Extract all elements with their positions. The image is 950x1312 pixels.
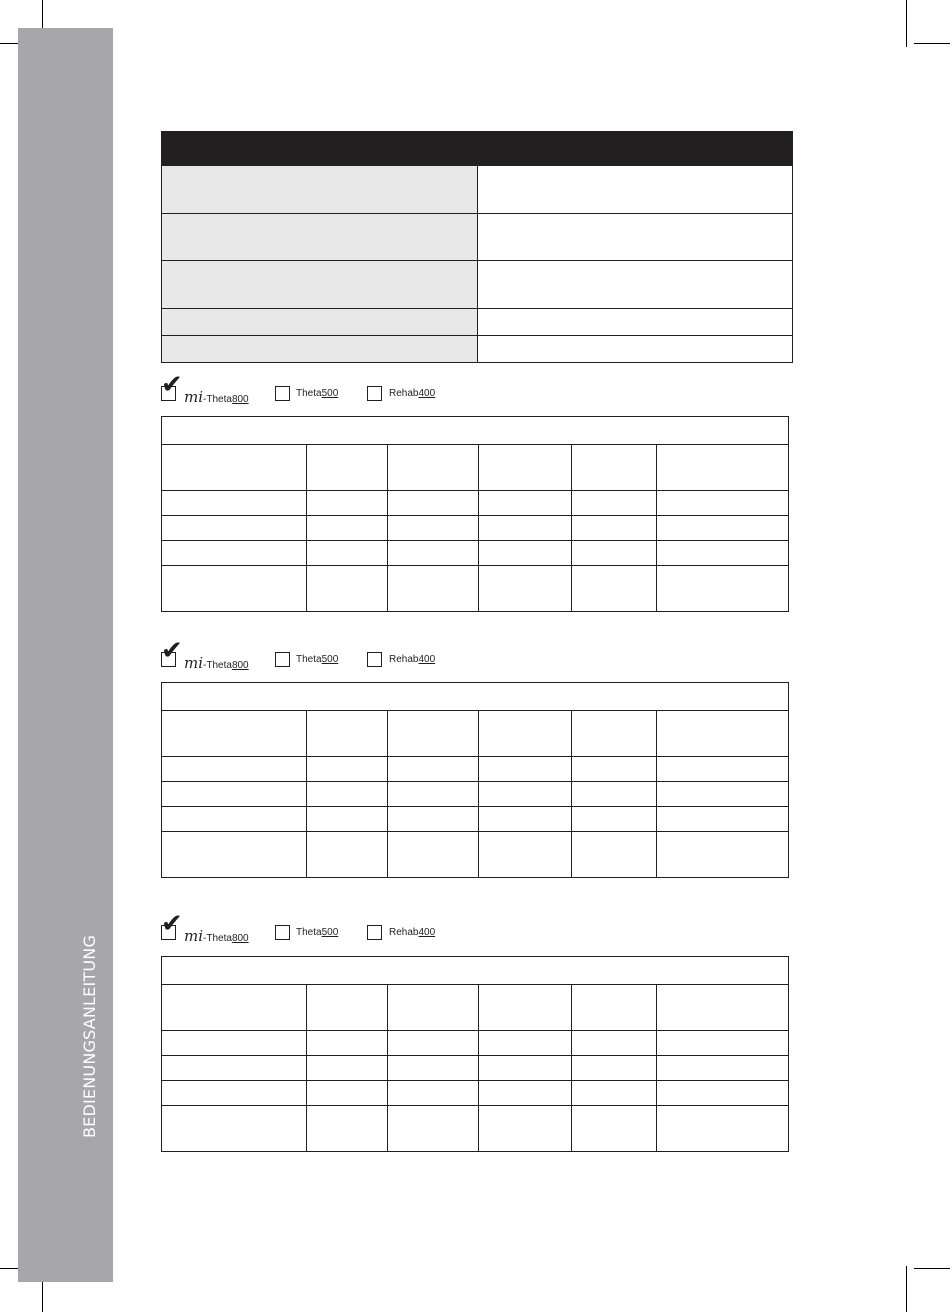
settings-table	[161, 956, 789, 1152]
spec-label-cell	[162, 214, 478, 261]
table-title-cell	[162, 957, 789, 985]
table-cell	[657, 516, 789, 541]
table-cell	[307, 711, 388, 757]
mi-logo: mi	[184, 388, 204, 406]
table-cell	[657, 1031, 789, 1056]
table-cell	[657, 807, 789, 832]
model-checkbox[interactable]	[275, 386, 290, 401]
model-logo	[184, 388, 249, 406]
model-selector-row	[161, 370, 481, 406]
table-cell	[572, 711, 657, 757]
table-cell	[572, 1031, 657, 1056]
spec-table	[161, 131, 793, 363]
table-cell	[572, 1056, 657, 1081]
table-cell	[479, 1031, 572, 1056]
table-cell	[307, 541, 388, 566]
crop-mark	[906, 1266, 907, 1312]
model-selector-row	[161, 909, 481, 945]
table-cell	[388, 807, 479, 832]
table-cell	[162, 1031, 307, 1056]
spec-table-header	[162, 132, 793, 166]
table-cell	[388, 985, 479, 1031]
table-cell	[479, 782, 572, 807]
spec-label-cell	[162, 336, 478, 363]
table-cell	[388, 1056, 479, 1081]
model-selector-row	[161, 636, 481, 672]
table-row	[162, 757, 789, 782]
table-cell	[572, 985, 657, 1031]
model-number: 500	[321, 388, 339, 399]
table-title-row	[162, 957, 789, 985]
table-cell	[307, 566, 388, 612]
table-cell	[572, 1106, 657, 1152]
table-row	[162, 1031, 789, 1056]
table-row	[162, 491, 789, 516]
table-cell	[307, 807, 388, 832]
checkmark-icon: ✔	[161, 370, 183, 400]
spec-value-cell	[477, 261, 793, 309]
table-cell	[479, 1081, 572, 1106]
model-logo	[389, 927, 435, 938]
table-cell	[307, 757, 388, 782]
spec-value-cell	[477, 309, 793, 336]
crop-mark	[906, 0, 907, 47]
model-number: 800	[231, 394, 249, 405]
model-number: 500	[321, 654, 339, 665]
table-cell	[572, 782, 657, 807]
table-cell	[657, 1106, 789, 1152]
table-cell	[307, 491, 388, 516]
table-cell	[162, 985, 307, 1031]
table-cell	[388, 782, 479, 807]
model-checkbox[interactable]	[367, 386, 382, 401]
table-title-row	[162, 417, 789, 445]
table-cell	[479, 757, 572, 782]
model-logo	[389, 388, 435, 399]
table-cell	[572, 541, 657, 566]
table-cell	[657, 757, 789, 782]
table-cell	[162, 1106, 307, 1152]
table-cell	[572, 491, 657, 516]
table-cell	[657, 566, 789, 612]
table-cell	[388, 541, 479, 566]
table-cell	[162, 541, 307, 566]
table-cell	[162, 757, 307, 782]
model-number: 400	[418, 927, 436, 938]
model-checkbox[interactable]	[275, 925, 290, 940]
model-checkbox[interactable]	[275, 652, 290, 667]
table-cell	[307, 832, 388, 878]
table-cell	[162, 782, 307, 807]
model-number: 400	[418, 654, 436, 665]
table-row	[162, 832, 789, 878]
table-cell	[479, 445, 572, 491]
settings-table	[161, 682, 789, 878]
table-cell	[572, 445, 657, 491]
crop-mark	[914, 43, 950, 44]
model-logo	[296, 388, 338, 399]
spec-label-cell	[162, 309, 478, 336]
table-cell	[307, 1056, 388, 1081]
crop-mark	[914, 1268, 950, 1269]
table-title-cell	[162, 417, 789, 445]
model-logo	[184, 654, 249, 672]
table-cell	[307, 1106, 388, 1152]
table-cell	[479, 1106, 572, 1152]
side-tab-label: BEDIENUNGSANLEITUNG	[80, 934, 99, 1138]
table-cell	[479, 807, 572, 832]
table-row	[162, 1056, 789, 1081]
table-cell	[388, 1106, 479, 1152]
table-cell	[479, 491, 572, 516]
table-title-cell	[162, 683, 789, 711]
table-cell	[657, 445, 789, 491]
table-cell	[162, 807, 307, 832]
model-logo	[296, 927, 338, 938]
table-cell	[388, 516, 479, 541]
model-name: Theta	[296, 654, 322, 665]
table-cell	[572, 832, 657, 878]
table-cell	[388, 1031, 479, 1056]
table-cell	[479, 516, 572, 541]
table-cell	[388, 566, 479, 612]
model-logo	[389, 654, 435, 665]
table-title-row	[162, 683, 789, 711]
table-row	[162, 985, 789, 1031]
table-cell	[162, 1081, 307, 1106]
table-cell	[479, 711, 572, 757]
checkmark-icon: ✔	[161, 636, 183, 666]
model-name: mi-Theta	[184, 388, 232, 406]
table-cell	[388, 832, 479, 878]
table-cell	[572, 807, 657, 832]
table-cell	[657, 541, 789, 566]
table-cell	[388, 757, 479, 782]
table-cell	[307, 1081, 388, 1106]
table-cell	[162, 711, 307, 757]
spec-label-cell	[162, 261, 478, 309]
table-row	[162, 541, 789, 566]
table-cell	[388, 711, 479, 757]
table-cell	[162, 516, 307, 541]
table-row	[162, 516, 789, 541]
table-cell	[657, 782, 789, 807]
table-cell	[657, 1081, 789, 1106]
table-cell	[162, 491, 307, 516]
table-cell	[307, 516, 388, 541]
spec-value-cell	[477, 214, 793, 261]
table-cell	[162, 445, 307, 491]
table-cell	[307, 985, 388, 1031]
spec-label-cell	[162, 166, 478, 214]
model-number: 800	[231, 660, 249, 671]
model-logo	[184, 927, 249, 945]
table-cell	[307, 782, 388, 807]
model-name: Theta	[296, 388, 322, 399]
table-row	[162, 566, 789, 612]
table-cell	[657, 985, 789, 1031]
spec-value-cell	[477, 166, 793, 214]
table-cell	[162, 1056, 307, 1081]
model-name: Theta	[296, 927, 322, 938]
table-row	[162, 782, 789, 807]
table-cell	[657, 711, 789, 757]
model-checkbox[interactable]	[367, 652, 382, 667]
model-logo	[296, 654, 338, 665]
table-cell	[388, 445, 479, 491]
model-checkbox[interactable]	[367, 925, 382, 940]
table-cell	[307, 445, 388, 491]
table-cell	[479, 1056, 572, 1081]
table-cell	[162, 566, 307, 612]
model-name: mi-Theta	[184, 927, 232, 945]
table-cell	[479, 832, 572, 878]
table-cell	[388, 1081, 479, 1106]
model-number: 500	[321, 927, 339, 938]
table-cell	[479, 985, 572, 1031]
table-cell	[572, 516, 657, 541]
model-name: Rehab	[389, 927, 419, 938]
table-row	[162, 1106, 789, 1152]
mi-logo: mi	[184, 927, 204, 945]
model-number: 400	[418, 388, 436, 399]
table-cell	[572, 566, 657, 612]
mi-logo: mi	[184, 654, 204, 672]
table-row	[162, 1081, 789, 1106]
table-cell	[388, 491, 479, 516]
table-cell	[657, 832, 789, 878]
settings-table	[161, 416, 789, 612]
table-cell	[657, 491, 789, 516]
table-row	[162, 445, 789, 491]
table-cell	[479, 566, 572, 612]
model-name: mi-Theta	[184, 654, 232, 672]
table-row	[162, 807, 789, 832]
table-cell	[572, 757, 657, 782]
model-name: Rehab	[389, 388, 419, 399]
table-row	[162, 711, 789, 757]
table-cell	[162, 832, 307, 878]
spec-value-cell	[477, 336, 793, 363]
model-number: 800	[231, 933, 249, 944]
table-cell	[572, 1081, 657, 1106]
table-cell	[307, 1031, 388, 1056]
table-cell	[479, 541, 572, 566]
model-name: Rehab	[389, 654, 419, 665]
checkmark-icon: ✔	[161, 909, 183, 939]
table-cell	[657, 1056, 789, 1081]
